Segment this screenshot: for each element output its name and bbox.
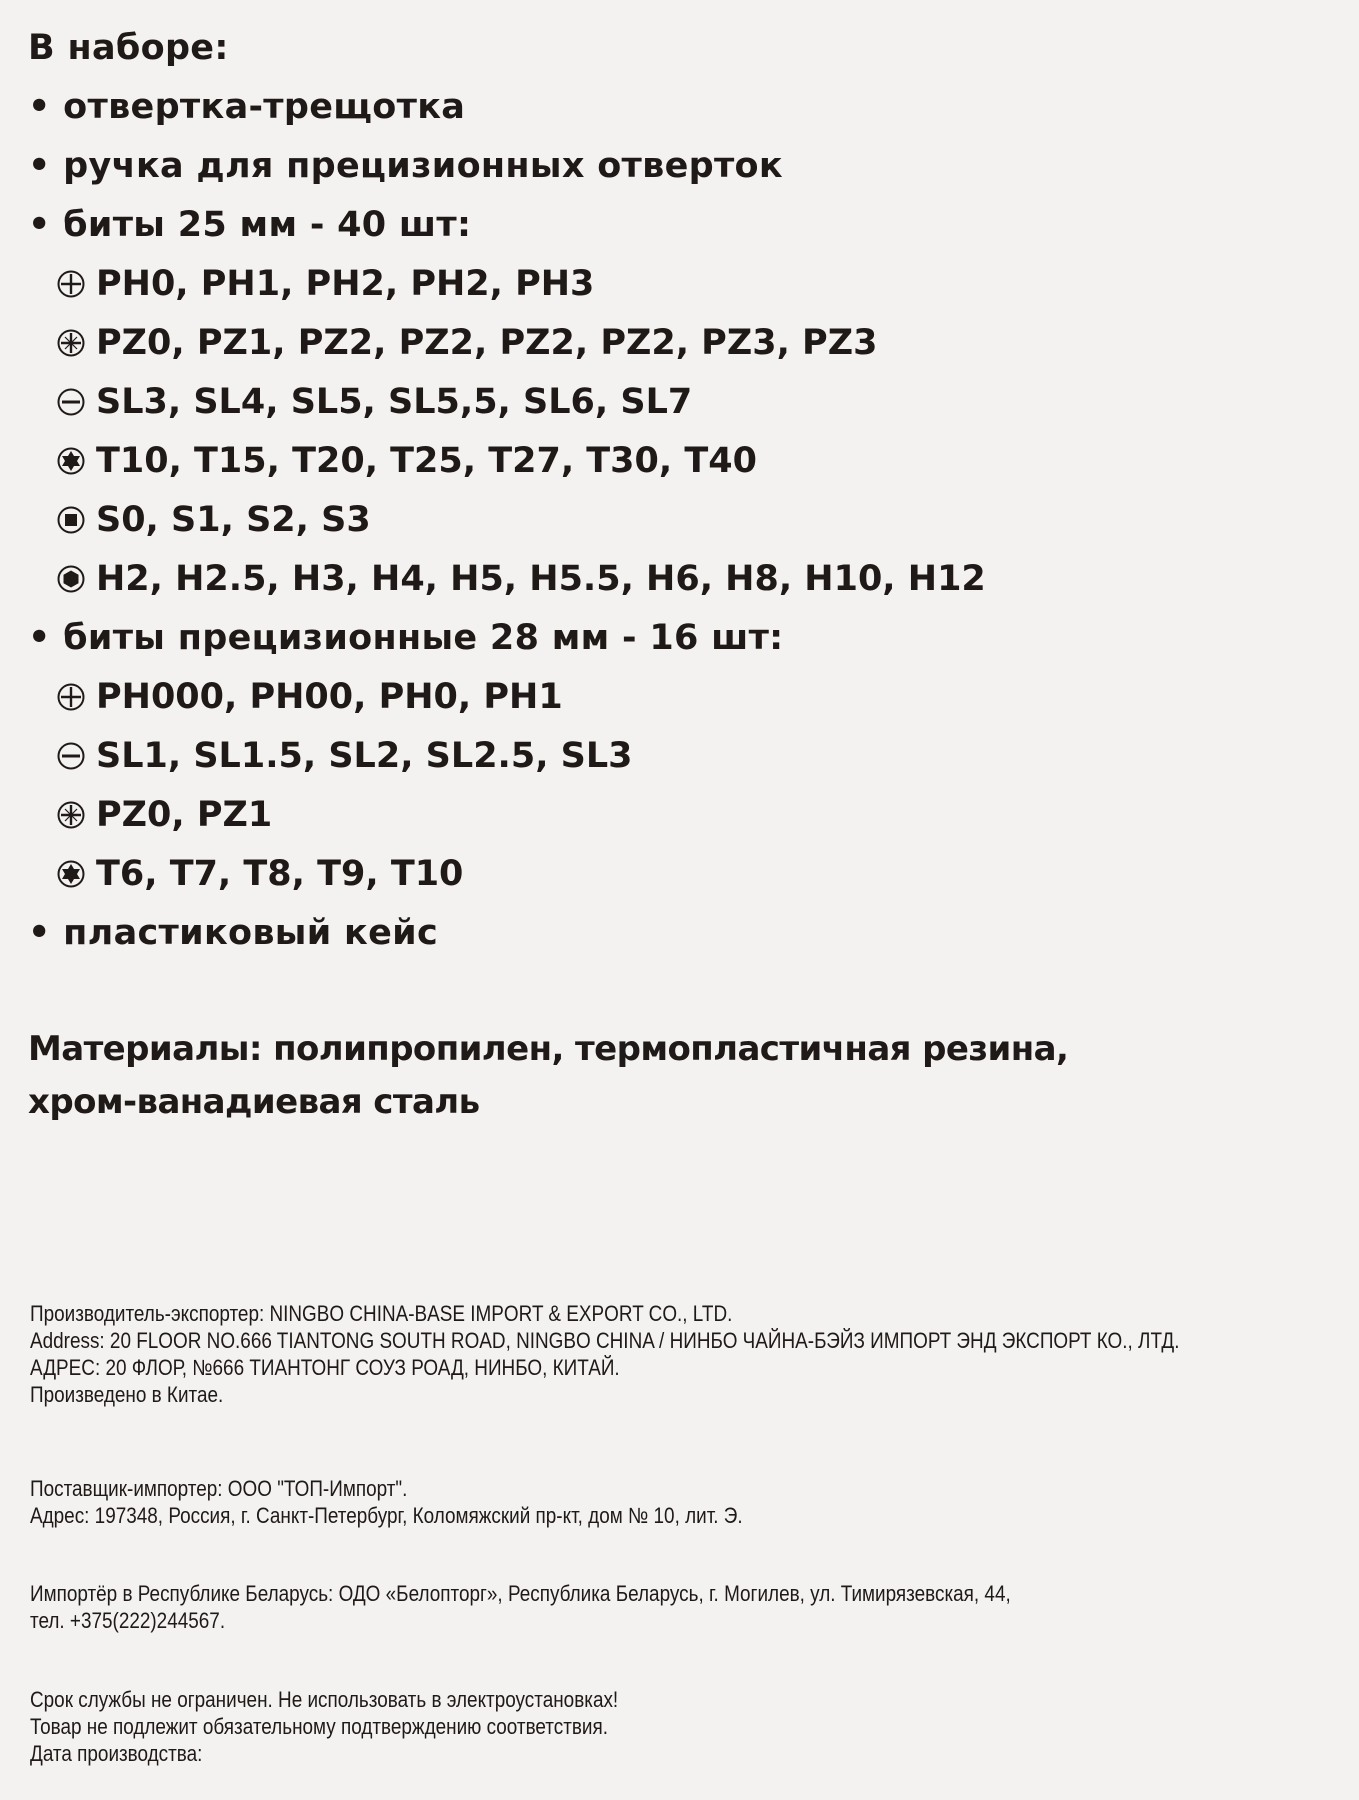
bit-row-slotted	[56, 380, 692, 424]
precision-row-phillips	[56, 675, 563, 719]
bit-row-pozidriv	[56, 321, 877, 365]
belarus-importer-line: Импортёр в Республике Беларусь: ОДО «Белопторг», Республика Беларусь, г. Могилев, ул. Тимирязевская, 44,	[30, 1581, 1011, 1606]
kit-item-text: биты прецизионные 28 мм - 16 шт:	[63, 618, 784, 658]
kit-item-case	[28, 911, 438, 955]
bit-sizes: S0, S1, S2, S3	[96, 500, 371, 540]
kit-item-precision-handle	[28, 144, 783, 188]
kit-item-bits-25mm	[28, 203, 471, 247]
pozidriv-icon	[56, 328, 86, 358]
kit-item-text: биты 25 мм - 40 шт:	[63, 205, 472, 245]
manufacturer-line: Производитель-экспортер: NINGBO CHINA-BASE IMPORT & EXPORT CO., LTD.	[30, 1301, 733, 1326]
bit-row-torx	[56, 439, 757, 483]
precision-row-slotted	[56, 734, 633, 778]
bit-row-square	[56, 498, 371, 542]
bit-row-phillips	[56, 262, 594, 306]
importer-address: Адрес: 197348, Россия, г. Санкт-Петербург, Коломяжский пр-кт, дом № 10, лит. Э.	[30, 1503, 743, 1528]
bit-sizes: PH000, PH00, PH0, PH1	[96, 677, 563, 717]
square-icon	[56, 505, 86, 535]
materials-line-1: Материалы: полипропилен, термопластичная резина,	[28, 1029, 1069, 1069]
belarus-importer-phone: тел. +375(222)244567.	[30, 1608, 226, 1633]
bit-sizes: T10, T15, T20, T25, T27, T30, T40	[96, 441, 757, 481]
made-in-china: Произведено в Китае.	[30, 1382, 224, 1407]
service-life-note: Срок службы не ограничен. Не использовать в электроустановках!	[30, 1687, 619, 1712]
bit-sizes: PZ0, PZ1, PZ2, PZ2, PZ2, PZ2, PZ3, PZ3	[96, 323, 878, 363]
bit-sizes: SL1, SL1.5, SL2, SL2.5, SL3	[96, 736, 633, 776]
hex-icon	[56, 564, 86, 594]
kit-item-precision-bits	[28, 616, 783, 660]
kit-item-text: ручка для прецизионных отверток	[63, 146, 783, 186]
precision-row-torx	[56, 852, 463, 896]
bit-sizes: H2, H2.5, H3, H4, H5, H5.5, H6, H8, H10, H12	[96, 559, 986, 599]
bit-sizes: PZ0, PZ1	[96, 795, 273, 835]
kit-item-text: отвертка-трещотка	[63, 87, 466, 127]
manufacturer-address-en: Address: 20 FLOOR NO.666 TIANTONG SOUTH ROAD, NINGBO CHINA / НИНБО ЧАЙНА-БЭЙЗ ИМПОРТ ЭНД ЭКСПОРТ КО., ЛТД.	[30, 1328, 1180, 1353]
bit-row-hex	[56, 557, 986, 601]
certification-note: Товар не подлежит обязательному подтверждению соответствия.	[30, 1714, 609, 1739]
manufacturer-address-ru: АДРЕС: 20 ФЛОР, №666 ТИАНТОНГ СОУЗ РОАД, НИНБО, КИТАЙ.	[30, 1355, 620, 1380]
bit-sizes: T6, T7, T8, T9, T10	[96, 854, 464, 894]
phillips-icon	[56, 682, 86, 712]
torx-icon	[56, 859, 86, 889]
slotted-icon	[56, 387, 86, 417]
kit-heading: В наборе:	[28, 28, 229, 68]
production-date-label: Дата производства:	[30, 1741, 203, 1766]
kit-item-ratchet	[28, 85, 465, 129]
bit-sizes: SL3, SL4, SL5, SL5,5, SL6, SL7	[96, 382, 693, 422]
bit-sizes: PH0, PH1, PH2, PH2, PH3	[96, 264, 595, 304]
slotted-icon	[56, 741, 86, 771]
pozidriv-icon	[56, 800, 86, 830]
kit-item-text: пластиковый кейс	[63, 913, 439, 953]
precision-row-pozidriv	[56, 793, 272, 837]
importer-line: Поставщик-импортер: ООО "ТОП-Импорт".	[30, 1476, 408, 1501]
materials-line-2: хром-ванадиевая сталь	[28, 1082, 480, 1122]
phillips-icon	[56, 269, 86, 299]
torx-icon	[56, 446, 86, 476]
